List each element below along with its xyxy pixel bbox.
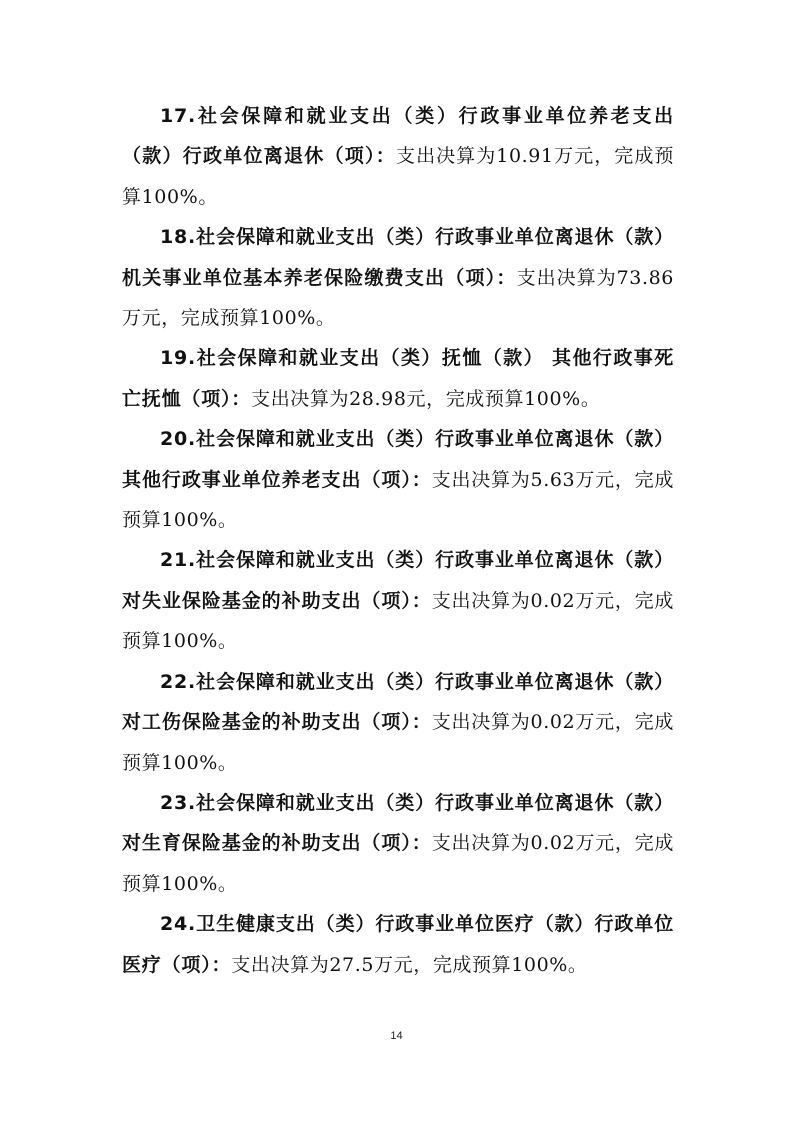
paragraph-item-21 <box>122 540 674 661</box>
paragraph-item-18 <box>122 217 674 338</box>
item-text: 支出决算为0.02万元，完成预算100%。 <box>122 589 674 653</box>
paragraph-item-23 <box>122 783 674 904</box>
paragraph-item-17 <box>122 96 674 217</box>
paragraph-item-22 <box>122 662 674 783</box>
item-text: 支出决算为0.02万元，完成预算100%。 <box>122 711 674 774</box>
item-text: 支出决算为0.02万元，完成预算100%。 <box>122 832 674 895</box>
item-heading: 23.社会保障和就业支出（类）行政事业单位离退休（款）对生育保险基金的补助支出（项）： <box>122 791 674 855</box>
document-body <box>122 96 674 985</box>
page-number: 14 <box>390 1030 403 1042</box>
paragraph-item-24 <box>122 904 674 985</box>
item-text: 支出决算为5.63万元，完成预算100%。 <box>122 468 674 532</box>
item-heading: 22.社会保障和就业支出（类）行政事业单位离退休（款）对工伤保险基金的补助支出（项）： <box>122 670 674 734</box>
item-heading: 20.社会保障和就业支出（类）行政事业单位离退休（款）其他行政事业单位养老支出（项）： <box>122 428 674 491</box>
item-text: 支出决算为28.98元，完成预算100%。 <box>251 387 601 410</box>
item-heading: 21.社会保障和就业支出（类）行政事业单位离退休（款）对失业保险基金的补助支出（项）： <box>122 549 674 612</box>
item-heading: 19.社会保障和就业支出（类）抚恤（款） 其他行政事死亡抚恤（项）： <box>122 347 674 410</box>
paragraph-item-19 <box>122 338 674 419</box>
item-heading: 24.卫生健康支出（类）行政事业单位医疗（款）行政单位医疗（项）： <box>122 913 674 976</box>
item-text: 支出决算为27.5万元，完成预算100%。 <box>231 953 588 976</box>
item-text: 支出决算为10.91万元，完成预算100%。 <box>122 145 674 208</box>
item-heading: 18.社会保障和就业支出（类）行政事业单位离退休（款）机关事业单位基本养老保险缴费支出（项）： <box>122 226 674 289</box>
paragraph-item-20 <box>122 419 674 540</box>
item-heading: 17.社会保障和就业支出（类）行政事业单位养老支出（款）行政单位离退休（项）： <box>122 105 674 168</box>
item-text: 支出决算为73.86万元，完成预算100%。 <box>122 266 674 330</box>
